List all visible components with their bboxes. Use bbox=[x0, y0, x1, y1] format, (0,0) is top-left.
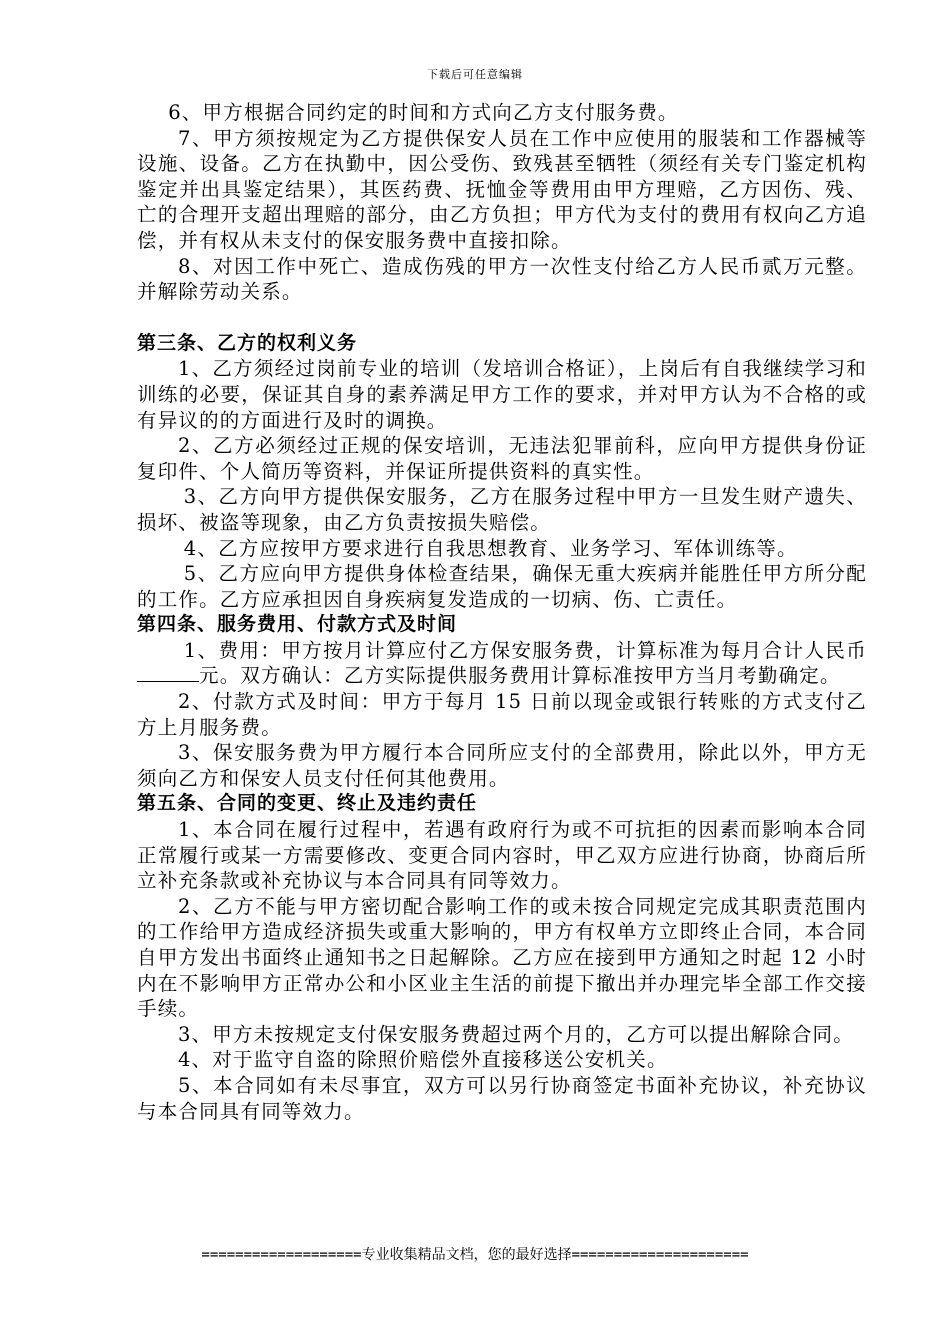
clause-7: 7、甲方须按规定为乙方提供保安人员在工作中应使用的服装和工作器械等设施、设备。乙方在执勤中，因公受伤、致残甚至牺牲（须经有关专门鉴定机构鉴定并出具鉴定结果），其医药费、抚恤金等费用由甲方理赔，乙方因伤、残、亡的合理开支超出理赔的部分，由乙方负担；甲方代为支付的费用有权向乙方追偿，并有权从未支付的保安服务费中直接扣除。 bbox=[137, 126, 867, 252]
article-5-item-3: 3、甲方未按规定支付保安服务费超过两个月的，乙方可以提出解除合同。 bbox=[177, 1022, 854, 1046]
article-3-item-4: 4、乙方应按甲方要求进行自我思想教育、业务学习、军体训练等。 bbox=[183, 536, 798, 560]
article-4-title: 第四条、服务费用、付款方式及时间 bbox=[137, 613, 458, 636]
document-body bbox=[137, 100, 867, 1124]
article-5-item-5: 5、本合同如有未尽事宜，双方可以另行协商签定书面补充协议，补充协议与本合同具有同等效力。 bbox=[137, 1073, 867, 1123]
footer-note: ===================专业收集精品文档，您的最好选择===================== bbox=[201, 1247, 749, 1263]
article-3-item-5: 5、乙方应向甲方提供身体检查结果，确保无重大疾病并能胜任甲方所分配的工作。乙方应承担因自身疾病复发造成的一切病、伤、亡责任。 bbox=[137, 562, 867, 611]
clause-8: 8、对因工作中死亡、造成伤残的甲方一次性支付给乙方人民币贰万元整。并解除劳动关系。 bbox=[137, 254, 867, 304]
article-3-title: 第三条、乙方的权利义务 bbox=[137, 331, 358, 354]
article-4-item-1 bbox=[137, 638, 867, 689]
header-note: 下载后可任意编辑 bbox=[427, 68, 523, 81]
article-5-item-4: 4、对于监守自盗的除照价赔偿外直接移送公安机关。 bbox=[177, 1048, 668, 1072]
article-4-item-1-text-a: 1、费用：甲方按月计算应付乙方保安服务费，计算标准为每月合计人民币 bbox=[183, 638, 867, 662]
article-3-item-2: 2、乙方必须经过正规的保安培训，无违法犯罪前科，应向甲方提供身份证复印件、个人简历等资料，并保证所提供资料的真实性。 bbox=[137, 434, 867, 483]
amount-blank bbox=[137, 663, 199, 682]
article-4-item-2: 2、付款方式及时间：甲方于每月 15 日前以现金或银行转账的方式支付乙方上月服务费。 bbox=[137, 690, 867, 739]
article-5-item-1: 1、本合同在履行过程中，若遇有政府行为或不可抗拒的因素而影响本合同正常履行或某一方需要修改、变更合同内容时，甲乙双方应进行协商，协商后所立补充条款或补充协议与本合同具有同等效力。 bbox=[137, 818, 867, 893]
article-4-item-1-text-b: 元。双方确认：乙方实际提供服务费用计算标准按甲方当月考勤确定。 bbox=[199, 664, 841, 688]
article-4-item-3: 3、保安服务费为甲方履行本合同所应支付的全部费用，除此以外，甲方无须向乙方和保安人员支付任何其他费用。 bbox=[137, 741, 867, 790]
article-5-item-2: 2、乙方不能与甲方密切配合影响工作的或未按合同规定完成其职责范围内的工作给甲方造成经济损失或重大影响的，甲方有权单方立即终止合同，本合同自甲方发出书面终止通知书之日起解除。乙方应在接到甲方通知之时起 12 小时内在不影响甲方正常办公和小区业主生活的前提下撤出并办理完毕全部工作交接手续。 bbox=[137, 894, 867, 1021]
article-3-item-1: 1、乙方须经过岗前专业的培训（发培训合格证），上岗后有自我继续学习和训练的必要，保证其自身的素养满足甲方工作的要求，并对甲方认为不合格的或有异议的的方面进行及时的调换。 bbox=[137, 357, 867, 432]
section-gap bbox=[137, 305, 867, 331]
clause-6: 6、甲方根据合同约定的时间和方式向乙方支付服务费。 bbox=[168, 101, 679, 124]
article-5-title: 第五条、合同的变更、终止及违约责任 bbox=[137, 792, 478, 815]
article-3-item-3: 3、乙方向甲方提供保安服务，乙方在服务过程中甲方一旦发生财产遗失、损坏、被盗等现象，由乙方负责按损失赔偿。 bbox=[137, 485, 867, 534]
